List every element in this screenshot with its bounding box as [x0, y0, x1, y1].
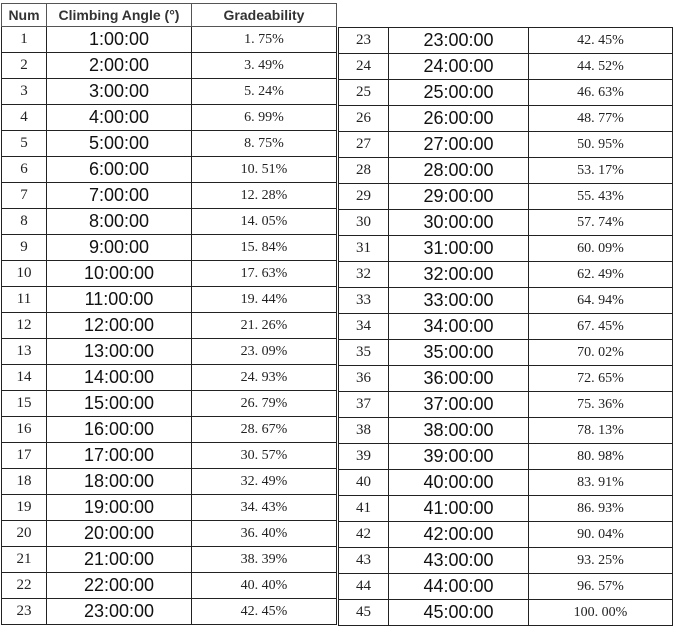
climbing-angle-cell: 10:00:00: [47, 261, 192, 287]
gradeability-cell: 46. 63%: [529, 80, 673, 106]
gradeability-cell: 64. 94%: [529, 288, 673, 314]
gradeability-cell: 86. 93%: [529, 496, 673, 522]
climbing-angle-cell: 25:00:00: [389, 80, 529, 106]
table-row: [339, 184, 673, 210]
gradeability-cell: 53. 17%: [529, 158, 673, 184]
climbing-angle-cell: 13:00:00: [47, 339, 192, 365]
num-cell: 23: [2, 599, 47, 625]
num-cell: 10: [2, 261, 47, 287]
table-row: [339, 106, 673, 132]
table-row: [2, 157, 337, 183]
table-row: [2, 495, 337, 521]
gradeability-cell: 70. 02%: [529, 340, 673, 366]
climbing-angle-cell: 45:00:00: [389, 600, 529, 626]
gradeability-cell: 62. 49%: [529, 262, 673, 288]
num-cell: 21: [2, 547, 47, 573]
num-cell: 32: [339, 262, 389, 288]
gradeability-cell: 100. 00%: [529, 600, 673, 626]
num-cell: 1: [2, 27, 47, 53]
gradeability-cell: 55. 43%: [529, 184, 673, 210]
table-row: [2, 287, 337, 313]
num-cell: 26: [339, 106, 389, 132]
table-row: [2, 547, 337, 573]
climbing-angle-cell: 44:00:00: [389, 574, 529, 600]
table-row: [2, 339, 337, 365]
climbing-angle-cell: 21:00:00: [47, 547, 192, 573]
gradeability-cell: 90. 04%: [529, 522, 673, 548]
gradeability-cell: 44. 52%: [529, 54, 673, 80]
num-cell: 8: [2, 209, 47, 235]
gradeability-cell: 96. 57%: [529, 574, 673, 600]
climbing-angle-cell: 6:00:00: [47, 157, 192, 183]
climbing-angle-cell: 12:00:00: [47, 313, 192, 339]
table-row: [2, 573, 337, 599]
climbing-angle-cell: 35:00:00: [389, 340, 529, 366]
table-row: [2, 417, 337, 443]
num-cell: 41: [339, 496, 389, 522]
table-row: [2, 105, 337, 131]
table-row: [339, 158, 673, 184]
gradeability-cell: 15. 84%: [192, 235, 337, 261]
table-row: [2, 365, 337, 391]
gradeability-cell: 19. 44%: [192, 287, 337, 313]
gradeability-cell: 78. 13%: [529, 418, 673, 444]
num-cell: 35: [339, 340, 389, 366]
climbing-angle-cell: 3:00:00: [47, 79, 192, 105]
table-row: [2, 391, 337, 417]
gradeability-cell: 75. 36%: [529, 392, 673, 418]
num-cell: 2: [2, 53, 47, 79]
header-num: Num: [2, 4, 47, 27]
table-row: [339, 574, 673, 600]
left-table: [1, 3, 337, 625]
num-cell: 25: [339, 80, 389, 106]
climbing-angle-cell: 20:00:00: [47, 521, 192, 547]
gradeability-cell: 34. 43%: [192, 495, 337, 521]
table-row: [339, 314, 673, 340]
num-cell: 39: [339, 444, 389, 470]
num-cell: 12: [2, 313, 47, 339]
climbing-angle-cell: 32:00:00: [389, 262, 529, 288]
right-table: [338, 27, 673, 626]
header-gradeability: Gradeability: [192, 4, 337, 27]
table-row: [2, 209, 337, 235]
climbing-angle-cell: 42:00:00: [389, 522, 529, 548]
climbing-angle-cell: 41:00:00: [389, 496, 529, 522]
gradeability-cell: 3. 49%: [192, 53, 337, 79]
climbing-angle-cell: 34:00:00: [389, 314, 529, 340]
table-row: [2, 27, 337, 53]
climbing-angle-cell: 40:00:00: [389, 470, 529, 496]
table-row: [339, 392, 673, 418]
table-row: [2, 53, 337, 79]
gradeability-cell: 36. 40%: [192, 521, 337, 547]
table-row: [2, 79, 337, 105]
table-row: [2, 313, 337, 339]
climbing-angle-cell: 43:00:00: [389, 548, 529, 574]
gradeability-cell: 42. 45%: [529, 28, 673, 54]
climbing-angle-cell: 7:00:00: [47, 183, 192, 209]
header-climbing-angle: Climbing Angle (°): [47, 4, 192, 27]
num-cell: 13: [2, 339, 47, 365]
climbing-angle-cell: 37:00:00: [389, 392, 529, 418]
num-cell: 11: [2, 287, 47, 313]
num-cell: 43: [339, 548, 389, 574]
gradeability-cell: 48. 77%: [529, 106, 673, 132]
num-cell: 24: [339, 54, 389, 80]
gradeability-cell: 1. 75%: [192, 27, 337, 53]
table-row: [339, 470, 673, 496]
table-row: [339, 210, 673, 236]
gradeability-cell: 72. 65%: [529, 366, 673, 392]
climbing-angle-cell: 2:00:00: [47, 53, 192, 79]
table-row: [339, 236, 673, 262]
gradeability-cell: 6. 99%: [192, 105, 337, 131]
num-cell: 16: [2, 417, 47, 443]
table-row: [2, 183, 337, 209]
num-cell: 4: [2, 105, 47, 131]
gradeability-cell: 8. 75%: [192, 131, 337, 157]
climbing-angle-cell: 31:00:00: [389, 236, 529, 262]
gradeability-cell: 83. 91%: [529, 470, 673, 496]
num-cell: 44: [339, 574, 389, 600]
climbing-angle-cell: 27:00:00: [389, 132, 529, 158]
climbing-angle-cell: 5:00:00: [47, 131, 192, 157]
gradeability-cell: 23. 09%: [192, 339, 337, 365]
table-row: [2, 131, 337, 157]
climbing-angle-cell: 36:00:00: [389, 366, 529, 392]
climbing-angle-cell: 4:00:00: [47, 105, 192, 131]
climbing-angle-cell: 16:00:00: [47, 417, 192, 443]
gradeability-cell: 28. 67%: [192, 417, 337, 443]
climbing-angle-cell: 18:00:00: [47, 469, 192, 495]
climbing-angle-cell: 1:00:00: [47, 27, 192, 53]
climbing-angle-cell: 15:00:00: [47, 391, 192, 417]
num-cell: 36: [339, 366, 389, 392]
table-row: [2, 443, 337, 469]
num-cell: 17: [2, 443, 47, 469]
climbing-angle-cell: 11:00:00: [47, 287, 192, 313]
table-row: [339, 418, 673, 444]
gradeability-cell: 30. 57%: [192, 443, 337, 469]
table-row: [339, 80, 673, 106]
num-cell: 22: [2, 573, 47, 599]
table-row: [339, 548, 673, 574]
num-cell: 42: [339, 522, 389, 548]
table-row: [339, 340, 673, 366]
gradeability-cell: 32. 49%: [192, 469, 337, 495]
num-cell: 27: [339, 132, 389, 158]
gradeability-cell: 14. 05%: [192, 209, 337, 235]
num-cell: 37: [339, 392, 389, 418]
num-cell: 30: [339, 210, 389, 236]
climbing-angle-cell: 29:00:00: [389, 184, 529, 210]
gradeability-cell: 67. 45%: [529, 314, 673, 340]
table-row: [339, 600, 673, 626]
table-row: [2, 235, 337, 261]
gradeability-cell: 21. 26%: [192, 313, 337, 339]
num-cell: 5: [2, 131, 47, 157]
gradeability-cell: 26. 79%: [192, 391, 337, 417]
table-row: [339, 28, 673, 54]
gradeability-cell: 80. 98%: [529, 444, 673, 470]
num-cell: 38: [339, 418, 389, 444]
table-row: [2, 261, 337, 287]
num-cell: 45: [339, 600, 389, 626]
num-cell: 28: [339, 158, 389, 184]
gradeability-cell: 40. 40%: [192, 573, 337, 599]
gradeability-cell: 50. 95%: [529, 132, 673, 158]
table-row: [339, 496, 673, 522]
num-cell: 33: [339, 288, 389, 314]
table-row: [2, 599, 337, 625]
climbing-angle-cell: 17:00:00: [47, 443, 192, 469]
climbing-angle-cell: 24:00:00: [389, 54, 529, 80]
num-cell: 20: [2, 521, 47, 547]
climbing-angle-cell: 23:00:00: [389, 28, 529, 54]
gradeability-cell: 24. 93%: [192, 365, 337, 391]
num-cell: 29: [339, 184, 389, 210]
climbing-angle-cell: 33:00:00: [389, 288, 529, 314]
table-row: [339, 366, 673, 392]
num-cell: 31: [339, 236, 389, 262]
table-row: [339, 288, 673, 314]
table-row: [339, 132, 673, 158]
gradeability-cell: 17. 63%: [192, 261, 337, 287]
num-cell: 9: [2, 235, 47, 261]
num-cell: 34: [339, 314, 389, 340]
gradeability-cell: 60. 09%: [529, 236, 673, 262]
header-row: [2, 4, 337, 27]
table-row: [339, 262, 673, 288]
climbing-angle-cell: 28:00:00: [389, 158, 529, 184]
climbing-angle-cell: 8:00:00: [47, 209, 192, 235]
climbing-angle-cell: 39:00:00: [389, 444, 529, 470]
table-row: [339, 522, 673, 548]
num-cell: 40: [339, 470, 389, 496]
gradeability-cell: 5. 24%: [192, 79, 337, 105]
gradeability-cell: 57. 74%: [529, 210, 673, 236]
num-cell: 23: [339, 28, 389, 54]
climbing-angle-cell: 22:00:00: [47, 573, 192, 599]
num-cell: 19: [2, 495, 47, 521]
climbing-angle-cell: 19:00:00: [47, 495, 192, 521]
gradeability-cell: 38. 39%: [192, 547, 337, 573]
climbing-angle-cell: 26:00:00: [389, 106, 529, 132]
climbing-angle-cell: 9:00:00: [47, 235, 192, 261]
climbing-angle-cell: 23:00:00: [47, 599, 192, 625]
table-row: [339, 54, 673, 80]
num-cell: 3: [2, 79, 47, 105]
table-row: [339, 444, 673, 470]
climbing-angle-cell: 38:00:00: [389, 418, 529, 444]
gradeability-cell: 42. 45%: [192, 599, 337, 625]
climbing-angle-cell: 14:00:00: [47, 365, 192, 391]
num-cell: 14: [2, 365, 47, 391]
num-cell: 15: [2, 391, 47, 417]
climbing-angle-cell: 30:00:00: [389, 210, 529, 236]
num-cell: 6: [2, 157, 47, 183]
table-row: [2, 469, 337, 495]
gradeability-cell: 10. 51%: [192, 157, 337, 183]
table-row: [2, 521, 337, 547]
num-cell: 18: [2, 469, 47, 495]
num-cell: 7: [2, 183, 47, 209]
gradeability-cell: 12. 28%: [192, 183, 337, 209]
gradeability-cell: 93. 25%: [529, 548, 673, 574]
